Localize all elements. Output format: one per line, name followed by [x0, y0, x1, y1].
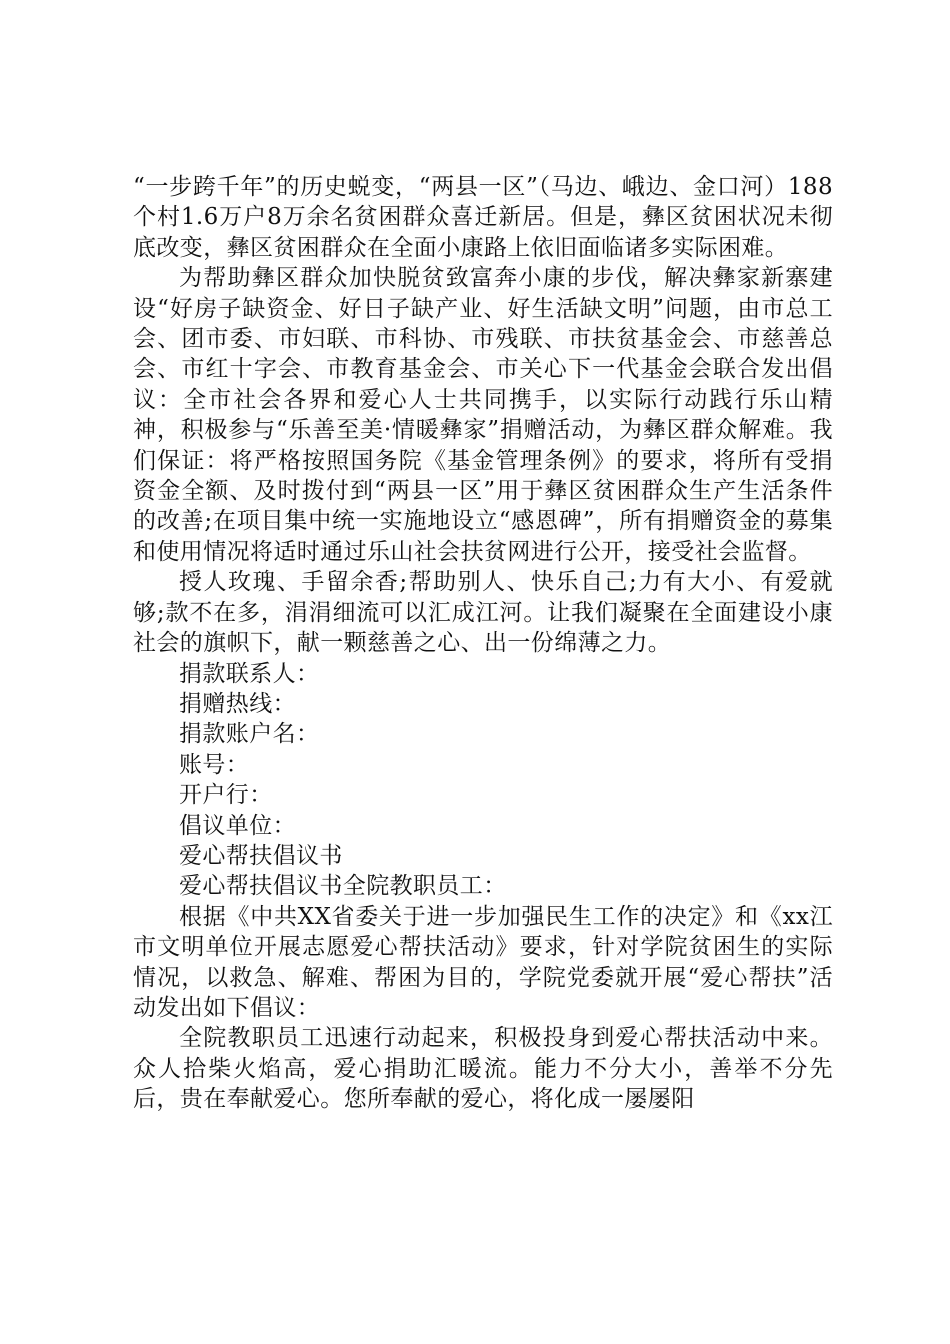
account-name-line: 捐款账户名：	[179, 721, 320, 748]
paragraph-history: “一步跨千年”的历史蜕变，“两县一区”（马边、峨边、金口河）188个村1.6万户8万余名贫困群众喜迁新居。但是，彝区贫困状况未彻底改变，彝区贫困群众在全面小康路上依旧面临诸多实际困难。	[133, 174, 833, 261]
paragraph-action: 全院教职员工迅速行动起来，积极投身到爱心帮扶活动中来。众人拾柴火焰高，爱心捐助汇暖流。能力不分大小，善举不分先后，贵在奉献爱心。您所奉献的爱心，将化成一屡屡阳	[133, 1025, 833, 1113]
paragraph-appeal: 授人玫瑰、手留余香;帮助别人、快乐自己;力有大小、有爱就够;款不在多，涓涓细流可以汇成江河。让我们凝聚在全面建设小康社会的旗帜下，献一颗慈善之心、出一份绵薄之力。	[133, 569, 833, 657]
bank-line: 开户行：	[179, 782, 273, 809]
initiator-line: 倡议单位：	[179, 812, 296, 839]
contact-person-line: 捐款联系人：	[179, 660, 320, 687]
paragraph-initiative: 为帮助彝区群众加快脱贫致富奔小康的步伐，解决彝家新寨建设“好房子缺资金、好日子缺产业、好生活缺文明”问题，由市总工会、团市委、市妇联、市科协、市残联、市扶贫基金会、市慈善总会、市红十字会、市教育基金会、市关心下一代基金会联合发出倡议：全市社会各界和爱心人士共同携手，以实际行动践行乐山精神，积极参与“乐善至美·情暖彝家”捐赠活动，为彝区群众解难。我们保证：将严格按照国务院《基金管理条例》的要求，将所有受捐资金全额、及时拨付到“两县一区”用于彝区贫困群众生产生活条件的改善;在项目集中统一实施地设立“感恩碑”，所有捐赠资金的募集和使用情况将适时通过乐山社会扶贫网进行公开，接受社会监督。	[133, 265, 833, 565]
second-document-salutation: 爱心帮扶倡议书全院教职员工：	[179, 873, 507, 900]
paragraph-basis: 根据《中共XX省委关于进一步加强民生工作的决定》和《xx江市文明单位开展志愿爱心帮扶活动》要求，针对学院贫困生的实际情况，以救急、解难、帮困为目的，学院党委就开展“爱心帮扶”活动发出如下倡议：	[133, 903, 833, 1021]
second-document-title: 爱心帮扶倡议书	[179, 842, 343, 869]
document-page	[133, 172, 833, 1115]
hotline-line: 捐赠热线：	[179, 690, 296, 717]
account-number-line: 账号：	[179, 751, 250, 778]
